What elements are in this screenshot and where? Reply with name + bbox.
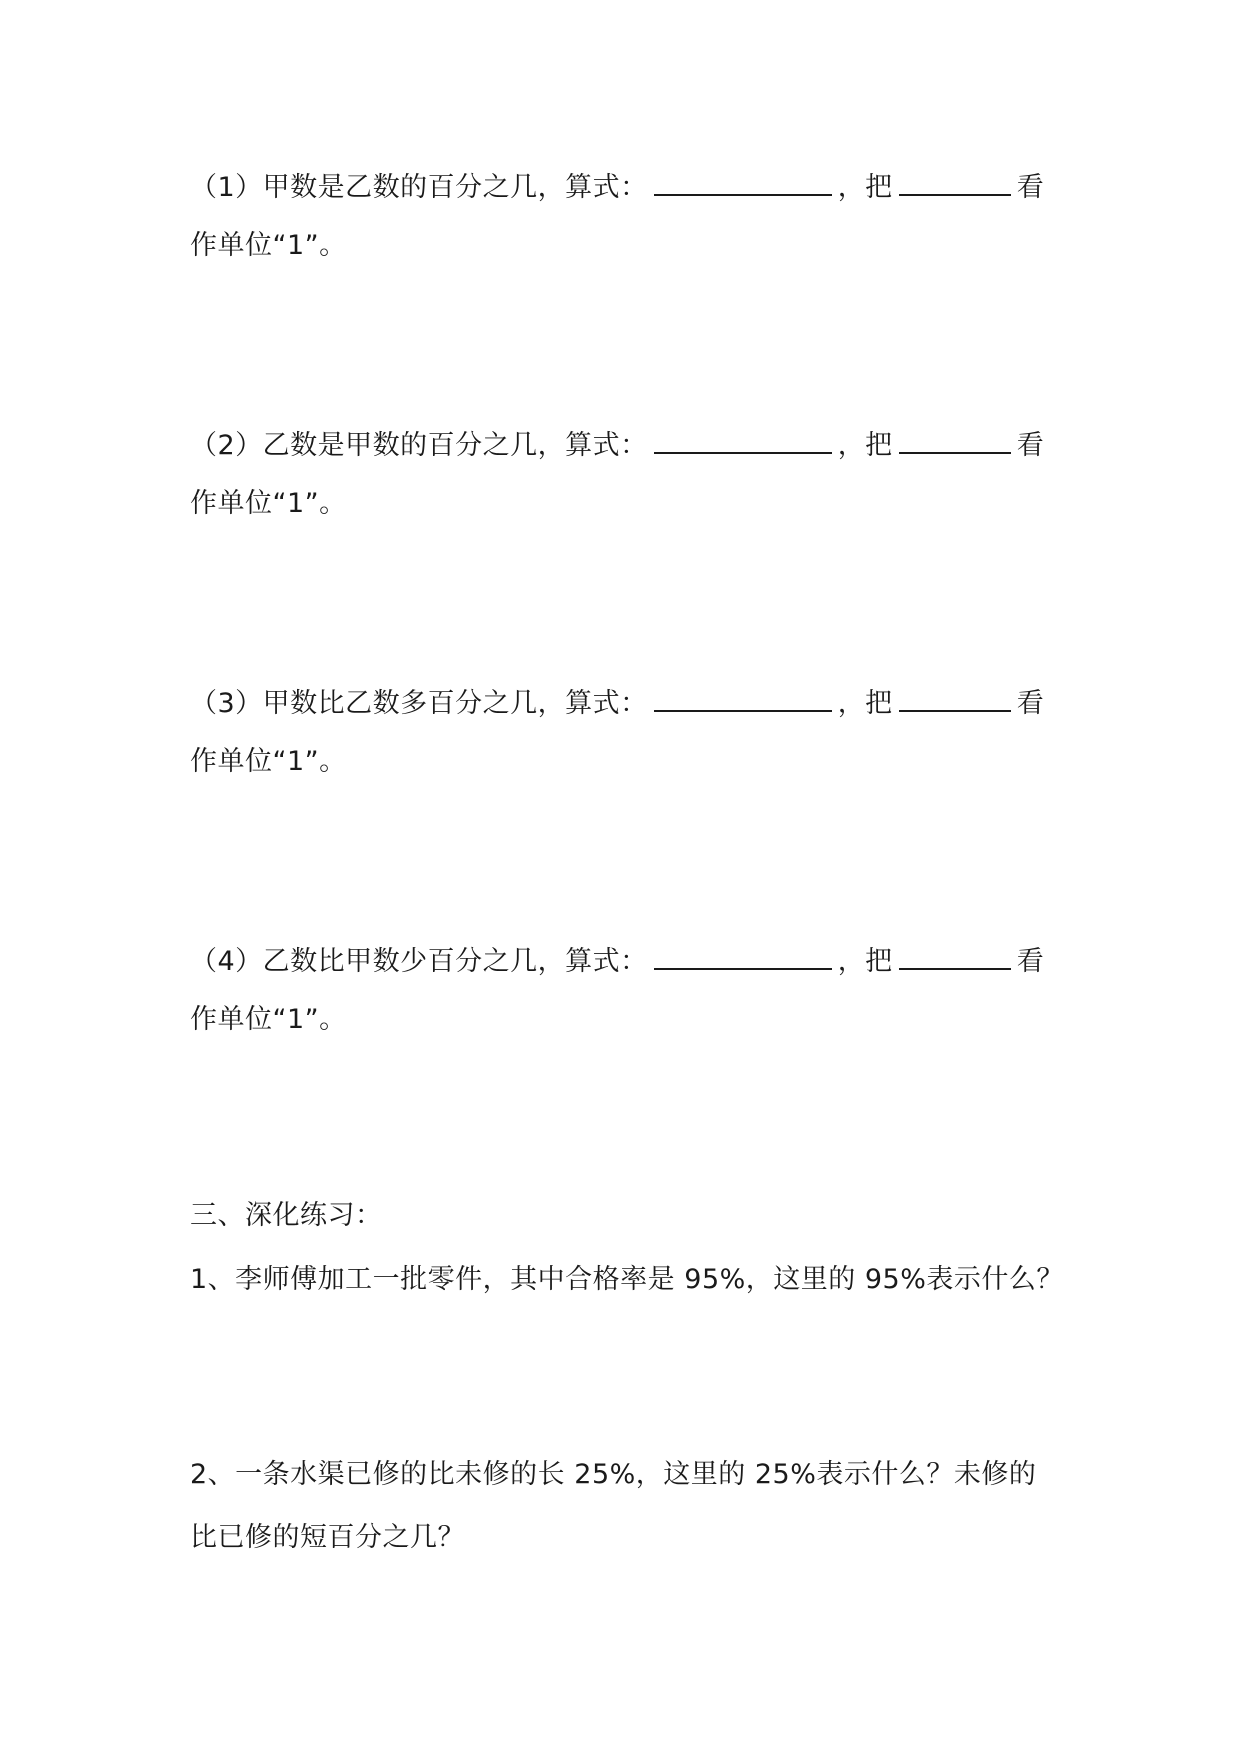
item-4-prefix: （4）乙数比甲数少百分之几，算式： <box>190 946 648 977</box>
item-4-middle: ，把 <box>837 946 893 977</box>
item-2-line-2: 作单位“1”。 <box>190 488 347 519</box>
item-1-middle: ，把 <box>837 172 893 203</box>
item-2-unit-blank[interactable] <box>899 422 1011 454</box>
item-4-formula-blank[interactable] <box>654 938 832 970</box>
item-3-middle: ，把 <box>837 688 893 719</box>
item-1-unit-blank[interactable] <box>899 164 1011 196</box>
item-3-formula-blank[interactable] <box>654 680 832 712</box>
item-1-prefix: （1）甲数是乙数的百分之几，算式： <box>190 172 648 203</box>
section-heading: 三、深化练习： <box>190 1200 383 1231</box>
item-4-line-1 <box>190 938 1044 982</box>
item-1-line-1 <box>190 164 1044 208</box>
item-2-line-1 <box>190 422 1044 466</box>
item-4-unit-blank[interactable] <box>899 938 1011 970</box>
question-1: 1、李师傅加工一批零件，其中合格率是 95%，这里的 95%表示什么？ <box>190 1264 1064 1295</box>
item-3-suffix: 看 <box>1016 688 1045 719</box>
item-2-prefix: （2）乙数是甲数的百分之几，算式： <box>190 430 648 461</box>
item-3-unit-blank[interactable] <box>899 680 1011 712</box>
item-2-formula-blank[interactable] <box>654 422 832 454</box>
item-1-line-2: 作单位“1”。 <box>190 230 347 261</box>
item-2-suffix: 看 <box>1016 430 1045 461</box>
item-3-line-1 <box>190 680 1044 724</box>
question-2-line-2: 比已修的短百分之几？ <box>190 1522 465 1553</box>
item-4-line-2: 作单位“1”。 <box>190 1004 347 1035</box>
question-2-line-1: 2、一条水渠已修的比未修的长 25%，这里的 25%表示什么？未修的 <box>190 1459 1037 1490</box>
item-1-suffix: 看 <box>1016 172 1045 203</box>
item-3-prefix: （3）甲数比乙数多百分之几，算式： <box>190 688 648 719</box>
item-2-middle: ，把 <box>837 430 893 461</box>
item-1-formula-blank[interactable] <box>654 164 832 196</box>
item-3-line-2: 作单位“1”。 <box>190 746 347 777</box>
item-4-suffix: 看 <box>1016 946 1045 977</box>
